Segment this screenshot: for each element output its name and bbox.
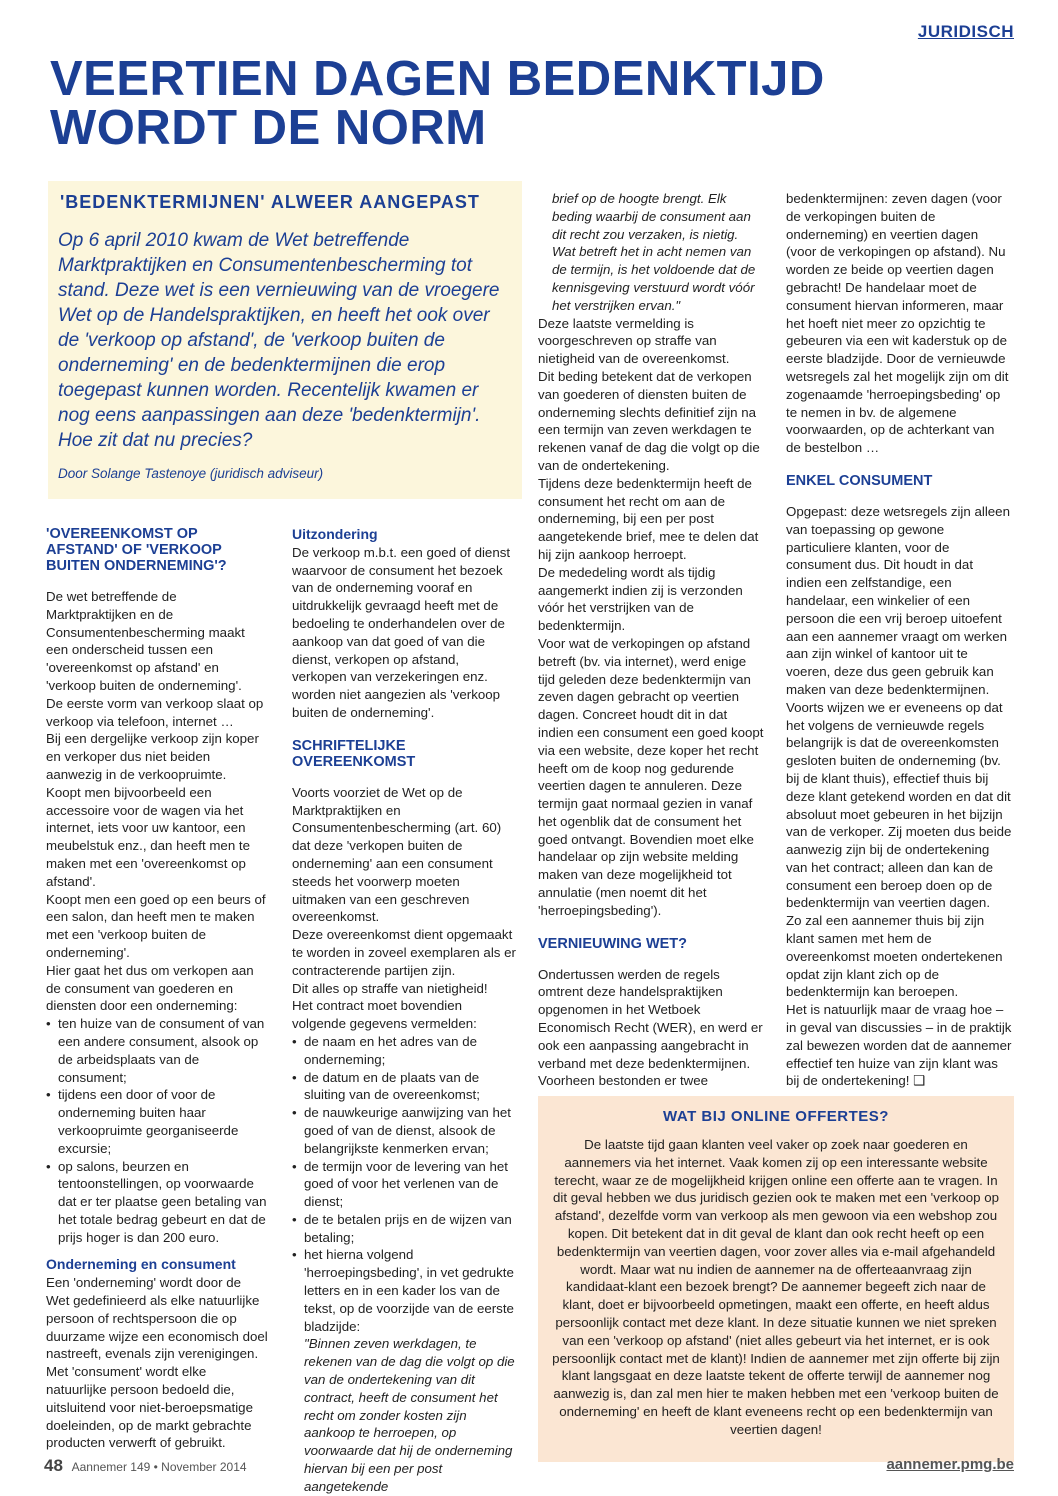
column-2 [292,526,516,1496]
paragraph: Voorts voorziet de Wet op de Marktpraktijken en Consumentenbescherming (art. 60) dat deze 'verkopen buiten de onderneming' aan een consument steeds het voorwerp moeten uitmaken van een geschreven overeenkomst. [292,784,502,925]
section-heading: SCHRIFTELIJKE OVEREENKOMST [292,737,416,770]
section-tag: JURIDISCH [917,22,1014,41]
section-heading: ENKEL CONSUMENT [786,472,933,489]
intro-text: Op 6 april 2010 kwam de Wet betreffende Marktpraktijken en Consumentenbescherming tot stand. Deze wet is een vernieuwing van de vroegere Wet op de Handelspraktijken, en heeft het ook over de 'verkoop op afstand', de 'verkoop buiten de onderneming' en de bedenktermijnen die erop toegepast kunnen worden. Recentelijk kwamen er nog eens aanpassingen aan deze 'bedenktermijn'. Hoe zit dat nu precies? [58,230,500,451]
paragraph: Deze overeenkomst dient opgemaakt te worden in zoveel exemplaren als er contracterende partijen zijn. [292,927,516,978]
issue-info: Aannemer 149 • November 2014 [71,1460,247,1474]
quote: "Binnen zeven werkdagen, te rekenen van de dag die volgt op die van de ondertekening van dit contract, heeft de consument het recht om zonder kosten zijn aankoop te herroepen, op voorwaarde dat hij de onderneming hiervan bij een per post aangetekende [304,1336,515,1494]
subheading: Onderneming en consument [46,1256,236,1273]
column-4 [786,190,1012,1090]
byline: Door Solange Tastenoye (juridisch adviseur) [58,466,324,481]
paragraph: bedenktermijnen: zeven dagen (voor de verkopingen buiten de onderneming) en veertien dagen (voor de verkopingen op afstand). Nu worden ze beide op veertien dagen gebracht! De handelaar moet de consument hiervan informeren, maar het hoeft niet meer zo opzichtig te gebeuren via een wit kaderstuk op de eerste bladzijde. Door de vernieuwde wetsregels zal het mogelijk zijn om dit zogenaamde 'herroepingsbeding' op te nemen in bv. de algemene voorwaarden, op de achterkant van de bestelbon … [786,191,1009,456]
paragraph: De mededeling wordt als tijdig aangemerkt indien zij is verzonden vóór het verstrijken van de bedenktermijn. [538,564,743,634]
list-item: • de te betalen prijs en de wijzen van betaling; [292,1211,516,1247]
paragraph: Koopt men bijvoorbeeld een accessoire voor de wagen via het internet, iets voor uw kantoor, een meubelstuk enz., dan heeft men te maken met een 'overeenkomst op afstand'. [46,784,251,889]
paragraph: De eerste vorm van verkoop slaat op verkoop via telefoon, internet … [46,695,264,729]
paragraph: Zo zal een aannemer thuis bij zijn klant samen met hem de overeenkomst moeten ondertekenen opdat zijn klant zich op de bedenktermijn kan beroepen. [786,913,1003,1000]
paragraph: Opgepast: deze wetsregels zijn alleen van toepassing op gewone particuliere klanten, voor de consument dus. Dit houdt in dat indien een zelfstandige, een handelaar, een winkelier of een persoon die een vrij beroep uitoefent aan een aannemer vraagt om werken aan zijn winkel of kantoor uit te voeren, deze dus geen gebruik kan maken van deze bedenktermijnen. Voorts wijzen we er eveneens op dat het volgens de vernieuwde regels belangrijk is dat de overeenkomsten gesloten buiten de onderneming (bv. bij de klant thuis), effectief thuis bij deze klant getekend worden en dat dit absoluut moet gebeuren in het bijzijn van de verkoper. Zij moeten dus beide aanwezig zijn bij de ondertekening van het contract; alleen dan kan de consument een beroep doen op de bedenktermijn van veertien dagen. [786,503,1012,911]
paragraph: Deze laatste vermelding is voorgeschreven op straffe van nietigheid van de overeenkomst. [538,315,730,367]
column-1 [46,526,268,1452]
paragraph: De wet betreffende de Marktpraktijken en de Consumentenbescherming maakt een onderscheid tussen een 'overeenkomst op afstand' en 'verkoop buiten de onderneming'. [46,589,245,693]
paragraph: Dit beding betekent dat de verkopen van goederen of diensten buiten de onderneming slechts definitief zijn na een termijn van zeven werkdagen te rekenen vanaf de dag die volgt op die van de ondertekening. [538,368,760,473]
list-item: • ten huize van de consument of van een andere consument, alsook op de arbeidsplaats van de consument; [46,1015,268,1086]
online-offers-title: WAT BIJ ONLINE OFFERTES? [663,1108,889,1125]
bullet-list [292,1033,516,1336]
website-link[interactable]: aannemer.pmg.be [886,1456,1014,1473]
subheading: Uitzondering [292,526,378,542]
online-offers-text: De laatste tijd gaan klanten veel vaker op zoek naar goederen en aannemers via het internet. Vaak komen zij op een interessante website terecht, waar ze de mogelijkheid krijgen online een offerte aan te vragen. In dit geval hebben we dus juridisch gezien ook te maken met een 'verkoop op afstand', dezelfde vorm van verkoop als men gewoon via een webshop zou kopen. Dit betekent dat in dit geval de klant dan ook recht heeft op een bedenktermijn van veertien dagen, voor zover alles via e-mail afgehandeld wordt. Maar wat nu indien de aannemer na de offerteaanvraag zijn kandidaat-klant een bezoek brengt? De aannemer begeeft zich naar de klant, doet er bijvoorbeeld opmetingen, maakt een offerte, en heeft aldus persoonlijk contact met deze klant. In deze situatie kunnen we niet spreken van een 'verkoop op afstand' (niet alles gebeurt via het internet, er is ook persoonlijk contact met de klant)! Indien de aannemer met zijn offerte bij zijn klant langsgaat en deze laatste tekent de offerte terwijl de aannemer nog aanwezig is, dan zal men hier te maken hebben met een 'verkoop buiten de onderneming' en heeft de klant eveneens recht op een bedenktermijn van veertien dagen! [552,1137,1000,1437]
paragraph: De verkoop m.b.t. een goed of dienst waarvoor de consument het bezoek van de onderneming vooraf en uitdrukkelijk gevraagd heeft met de bedoeling te onderhandelen over de aankoop van dat goed of van die dienst, verkopen op afstand, verkopen van verzekeringen enz. worden niet aangezien als 'verkoop buiten de onderneming'. [292,544,511,720]
paragraph: Voorheen bestonden er twee [538,1073,709,1089]
paragraph: Een 'onderneming' wordt door de Wet gedefinieerd als elke natuurlijke persoon of rechtspersoon die op duurzame wijze een economisch doel nastreeft, evenals zijn verenigingen. [46,1275,268,1362]
paragraph: Voor wat de verkopingen op afstand betreft (bv. via internet), werd enige tijd geleden deze bedenktermijn van zeven dagen gebracht op veertien dagen. Concreet houdt dit in dat indien een consument een goed koopt via een website, deze koper het recht heeft om de koop nog gedurende veertien dagen te annuleren. Deze termijn gaat normaal gezien in vanaf het ogenblik dat de consument het goed ontvangt. Bovendien moet elke handelaar op zijn website melding maken van deze mogelijkheid tot annulatie (men noemt dit het 'herroepingsbeding'). [538,635,764,918]
paragraph: Koopt men een goed op een beurs of een salon, dan heeft men te maken met een 'verkoop buiten de onderneming'. [46,891,266,960]
paragraph: Met 'consument' wordt elke natuurlijke persoon bedoeld die, uitsluitend voor niet-beroepsmatige doeleinden, op de markt gebrachte producten verwerft of gebruikt. [46,1364,253,1451]
footer-left [44,1456,247,1476]
list-item: • de datum en de plaats van de sluiting van de overeenkomst; [292,1069,516,1105]
article-title: VEERTIEN DAGEN BEDENKTIJD WORDT DE NORM [50,52,825,155]
list-item: • tijdens een door of voor de onderneming buiten haar verkoopruimte georganiseerde excursie; [46,1086,268,1157]
paragraph: Het contract moet bovendien volgende gegevens vermelden: [292,998,477,1032]
paragraph: Hier gaat het dus om verkopen aan de consument van goederen en diensten door een onderneming: [46,962,254,1014]
list-item: • de naam en het adres van de onderneming; [292,1033,516,1069]
bullet-list [46,1015,268,1246]
page-number: 48 [44,1456,63,1475]
paragraph: Tijdens deze bedenktermijn heeft de consument het recht om aan de onderneming, bij een per post aangetekende brief, mee te delen dat hij zijn aankoop herroept. [538,475,759,562]
list-item: • op salons, beurzen en tentoonstellingen, op voorwaarde dat er ter plaatse geen betaling van het totale bedrag gebeurt en dat de prijs hoger is dan 200 euro. [46,1158,268,1247]
paragraph: Het is natuurlijk maar de vraag hoe – in geval van discussies – in de praktijk zal bewezen worden dat de aannemer effectief ten huize van zijn klant was bij de ondertekening! ❑ [786,1002,1012,1089]
paragraph: Dit alles op straffe van nietigheid! [292,980,488,996]
column-3 [538,190,764,1090]
section-heading: VERNIEUWING WET? [538,935,688,952]
paragraph: Ondertussen werden de regels omtrent deze handelspraktijken opgenomen in het Wetboek Economisch Recht (WER), en werd er ook een aanpassing aangebracht in verband met deze bedenktermijnen. [538,966,763,1071]
list-item: • de nauwkeurige aanwijzing van het goed of van de dienst, alsook de belangrijkste kenmerken ervan; [292,1104,516,1157]
intro-heading: 'BEDENKTERMIJNEN' ALWEER AANGEPAST [60,192,480,212]
list-item: • de termijn voor de levering van het goed of voor het verlenen van de dienst; [292,1158,516,1211]
list-item: • het hierna volgend 'herroepingsbeding', in vet gedrukte letters en in een kader los van de tekst, op de voorzijde van de eerste bladzijde: [292,1246,516,1335]
section-heading: 'OVEREENKOMST OP AFSTAND' OF 'VERKOOP BUITEN ONDERNEMING'? [46,526,227,574]
paragraph: Bij een dergelijke verkoop zijn koper en verkoper dus niet beiden aanwezig in de verkoopruimte. [46,731,259,782]
quote: brief op de hoogte brengt. Elk beding waarbij de consument aan dit recht zou verzaken, is nietig. Wat betreft het in acht nemen van de termijn, is het voldoende dat de kennisgeving verstuurd wordt vóór het verstrijken ervan." [552,191,756,313]
